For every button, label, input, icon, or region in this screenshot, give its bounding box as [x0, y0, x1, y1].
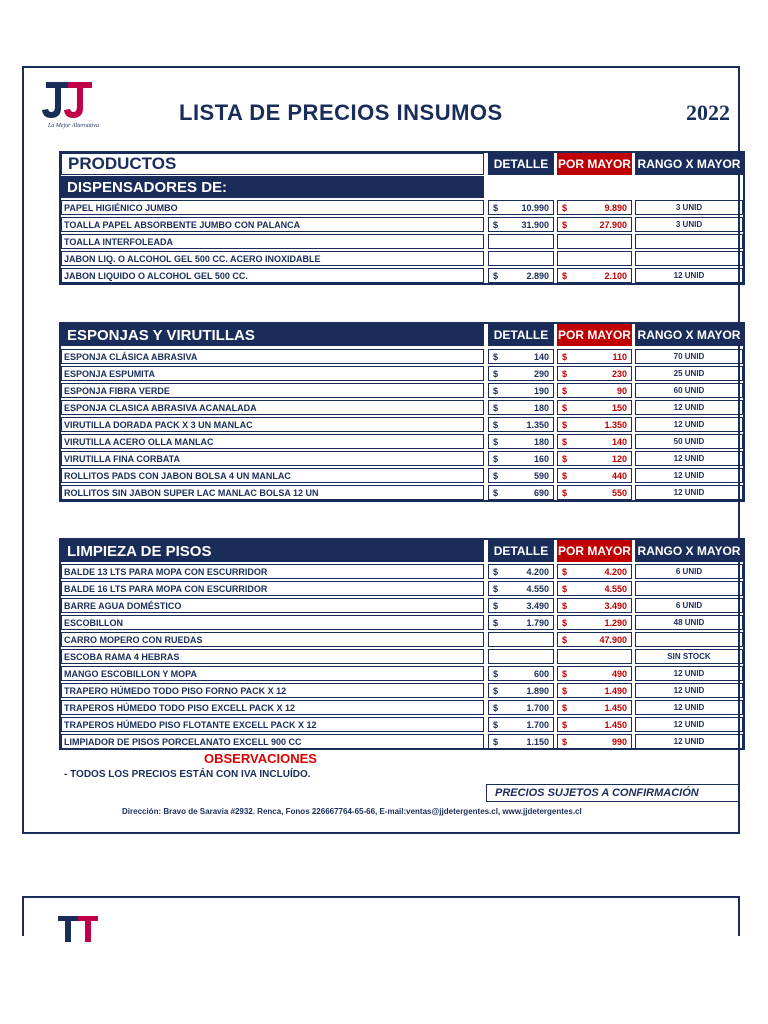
currency-symbol: $	[493, 736, 499, 747]
detalle-price	[488, 268, 554, 283]
disclaimer: PRECIOS SUJETOS A CONFIRMACIÓN	[486, 784, 740, 802]
currency-symbol: $	[562, 202, 568, 213]
rango-value: 12 UNID	[635, 268, 743, 283]
currency-symbol: $	[493, 385, 499, 396]
detalle-price	[488, 417, 554, 432]
col-detalle: DETALLE	[488, 540, 554, 562]
rango-value: 70 UNID	[635, 349, 743, 364]
mayor-value: 4.200	[604, 566, 627, 577]
page-title: LISTA DE PRECIOS INSUMOS	[179, 100, 503, 125]
table-row	[61, 400, 743, 417]
year: 2022	[686, 100, 730, 125]
mayor-value: 1.350	[604, 419, 627, 430]
mayor-value: 440	[611, 470, 627, 481]
currency-symbol: $	[562, 634, 568, 645]
currency-symbol: $	[562, 702, 568, 713]
product-name: VIRUTILLA ACERO OLLA MANLAC	[61, 434, 484, 449]
currency-symbol: $	[493, 453, 499, 464]
table-row	[61, 615, 743, 632]
mayor-price	[557, 485, 632, 500]
detalle-price	[488, 434, 554, 449]
mayor-value: 490	[611, 668, 627, 679]
product-name: ESPONJA CLASICA ABRASIVA ACANALADA	[61, 400, 484, 415]
currency-symbol: $	[562, 219, 568, 230]
rango-value	[635, 581, 743, 596]
mayor-price	[557, 451, 632, 466]
currency-symbol: $	[493, 419, 499, 430]
product-name: ESCOBA RAMA 4 HEBRAS	[61, 649, 484, 664]
col-rango: RANGO X MAYOR	[635, 540, 743, 562]
rango-value: 12 UNID	[635, 734, 743, 749]
mayor-price	[557, 564, 632, 579]
detalle-price	[488, 485, 554, 500]
mayor-value: 47.900	[599, 634, 627, 645]
col-rango: RANGO X MAYOR	[635, 324, 743, 346]
col-por-mayor: POR MAYOR	[557, 153, 632, 175]
mayor-value: 150	[611, 402, 627, 413]
table-row	[61, 349, 743, 366]
jj-logo	[52, 912, 112, 942]
table-row	[61, 564, 743, 581]
currency-symbol: $	[493, 436, 499, 447]
currency-symbol: $	[493, 668, 499, 679]
product-name: ESPONJA ESPUMITA	[61, 366, 484, 381]
rango-value	[635, 234, 743, 249]
mayor-price	[557, 615, 632, 630]
currency-symbol: $	[562, 351, 568, 362]
section-dispensadores	[59, 151, 745, 285]
jj-logo	[34, 74, 104, 129]
currency-symbol: $	[562, 617, 568, 628]
rango-value: 6 UNID	[635, 598, 743, 613]
detalle-value: 3.490	[526, 600, 549, 611]
currency-symbol: $	[562, 685, 568, 696]
observations-title: OBSERVACIONES	[204, 751, 317, 766]
table-row	[61, 683, 743, 700]
mayor-value: 140	[611, 436, 627, 447]
product-name: LIMPIADOR DE PISOS PORCELANATO EXCELL 900 CC	[61, 734, 484, 749]
detalle-price	[488, 400, 554, 415]
mayor-value: 1.490	[604, 685, 627, 696]
detalle-value: 1.700	[526, 702, 549, 713]
mayor-price	[557, 366, 632, 381]
detalle-value: 2.890	[526, 270, 549, 281]
detalle-value: 31.900	[521, 219, 549, 230]
currency-symbol: $	[493, 368, 499, 379]
mayor-price	[557, 683, 632, 698]
rango-value: 3 UNID	[635, 200, 743, 215]
detalle-value: 180	[533, 402, 549, 413]
rango-value	[635, 251, 743, 266]
product-name: TRAPEROS HÚMEDO PISO FLOTANTE EXCELL PACK X 12	[61, 717, 484, 732]
detalle-value: 1.890	[526, 685, 549, 696]
currency-symbol: $	[493, 583, 499, 594]
currency-symbol: $	[562, 436, 568, 447]
mayor-value: 990	[611, 736, 627, 747]
currency-symbol: $	[562, 270, 568, 281]
section-title: ESPONJAS Y VIRUTILLAS	[61, 324, 484, 346]
product-name: TRAPERO HÚMEDO TODO PISO FORNO PACK X 12	[61, 683, 484, 698]
mayor-price	[557, 251, 632, 266]
mayor-value: 27.900	[599, 219, 627, 230]
currency-symbol: $	[562, 736, 568, 747]
table-row	[61, 366, 743, 383]
table-row	[61, 417, 743, 434]
product-name: CARRO MOPERO CON RUEDAS	[61, 632, 484, 647]
currency-symbol: $	[493, 402, 499, 413]
col-detalle: DETALLE	[488, 153, 554, 175]
table-row	[61, 717, 743, 734]
price-list-page	[22, 66, 740, 834]
detalle-value: 1.150	[526, 736, 549, 747]
currency-symbol: $	[493, 219, 499, 230]
detalle-price	[488, 383, 554, 398]
currency-symbol: $	[493, 566, 499, 577]
rango-value: 12 UNID	[635, 400, 743, 415]
detalle-value: 140	[533, 351, 549, 362]
rango-value: 48 UNID	[635, 615, 743, 630]
detalle-price	[488, 649, 554, 664]
table-row	[61, 251, 743, 268]
table-row	[61, 666, 743, 683]
mayor-price	[557, 434, 632, 449]
detalle-value: 160	[533, 453, 549, 464]
mayor-value: 550	[611, 487, 627, 498]
table-row	[61, 581, 743, 598]
rango-value: 12 UNID	[635, 717, 743, 732]
table-row	[61, 268, 743, 285]
product-name: TRAPEROS HÚMEDO TODO PISO EXCELL PACK X 12	[61, 700, 484, 715]
detalle-value: 4.550	[526, 583, 549, 594]
mayor-price	[557, 383, 632, 398]
rango-value: 6 UNID	[635, 564, 743, 579]
currency-symbol: $	[493, 470, 499, 481]
currency-symbol: $	[562, 583, 568, 594]
mayor-value: 3.490	[604, 600, 627, 611]
product-name: ESPONJA CLÁSICA ABRASIVA	[61, 349, 484, 364]
product-name: TOALLA INTERFOLEADA	[61, 234, 484, 249]
mayor-value: 110	[612, 351, 627, 362]
detalle-price	[488, 581, 554, 596]
product-name: VIRUTILLA FINA CORBATA	[61, 451, 484, 466]
col-rango: RANGO X MAYOR	[635, 153, 743, 175]
mayor-price	[557, 717, 632, 732]
rango-value: 12 UNID	[635, 485, 743, 500]
currency-symbol: $	[562, 719, 568, 730]
detalle-price	[488, 615, 554, 630]
currency-symbol: $	[493, 702, 499, 713]
mayor-value: 1.450	[604, 702, 627, 713]
detalle-value: 4.200	[526, 566, 549, 577]
product-name: JABON LIQ. O ALCOHOL GEL 500 CC. ACERO INOXIDABLE	[61, 251, 484, 266]
currency-symbol: $	[562, 453, 568, 464]
detalle-price	[488, 366, 554, 381]
col-por-mayor: POR MAYOR	[557, 324, 632, 346]
col-detalle: DETALLE	[488, 324, 554, 346]
mayor-price	[557, 666, 632, 681]
detalle-value: 190	[533, 385, 549, 396]
rango-value: 12 UNID	[635, 451, 743, 466]
currency-symbol: $	[562, 368, 568, 379]
product-name: VIRUTILLA DORADA PACK X 3 UN MANLAC	[61, 417, 484, 432]
next-page-preview	[22, 896, 740, 936]
detalle-price	[488, 683, 554, 698]
currency-symbol: $	[562, 566, 568, 577]
product-name: ESCOBILLON	[61, 615, 484, 630]
detalle-value: 1.700	[526, 719, 549, 730]
product-name: BALDE 16 LTS PARA MOPA CON ESCURRIDOR	[61, 581, 484, 596]
detalle-price	[488, 451, 554, 466]
mayor-price	[557, 598, 632, 613]
table-row	[61, 383, 743, 400]
mayor-price	[557, 349, 632, 364]
mayor-price	[557, 632, 632, 647]
detalle-price	[488, 349, 554, 364]
detalle-price	[488, 700, 554, 715]
section-esponjas	[59, 322, 745, 502]
observations-note: - TODOS LOS PRECIOS ESTÁN CON IVA INCLUÍDO.	[64, 769, 311, 780]
table-row	[61, 217, 743, 234]
rango-value: 12 UNID	[635, 700, 743, 715]
mayor-price	[557, 200, 632, 215]
currency-symbol: $	[562, 668, 568, 679]
detalle-value: 290	[533, 368, 549, 379]
detalle-price	[488, 251, 554, 266]
detalle-price	[488, 217, 554, 232]
mayor-value: 230	[611, 368, 627, 379]
detalle-price	[488, 200, 554, 215]
rango-value: 12 UNID	[635, 683, 743, 698]
mayor-value: 2.100	[604, 270, 627, 281]
currency-symbol: $	[493, 719, 499, 730]
detalle-value: 180	[533, 436, 549, 447]
currency-symbol: $	[493, 600, 499, 611]
section-limpieza-pisos	[59, 538, 745, 750]
col-por-mayor: POR MAYOR	[557, 540, 632, 562]
rango-value	[635, 632, 743, 647]
currency-symbol: $	[562, 470, 568, 481]
product-name: TOALLA PAPEL ABSORBENTE JUMBO CON PALANCA	[61, 217, 484, 232]
detalle-price	[488, 717, 554, 732]
table-row	[61, 485, 743, 502]
currency-symbol: $	[493, 351, 499, 362]
currency-symbol: $	[562, 600, 568, 611]
table-row	[61, 200, 743, 217]
mayor-price	[557, 581, 632, 596]
mayor-value: 120	[611, 453, 627, 464]
rango-value: 50 UNID	[635, 434, 743, 449]
mayor-value: 9.890	[604, 202, 627, 213]
mayor-value: 90	[616, 385, 627, 396]
detalle-value: 690	[533, 487, 549, 498]
detalle-price	[488, 632, 554, 647]
product-name: BARRE AGUA DOMÉSTICO	[61, 598, 484, 613]
mayor-price	[557, 700, 632, 715]
mayor-price	[557, 468, 632, 483]
currency-symbol: $	[493, 270, 499, 281]
detalle-value: 590	[533, 470, 549, 481]
mayor-value: 1.450	[604, 719, 627, 730]
rango-value: SIN STOCK	[635, 649, 743, 664]
mayor-price	[557, 217, 632, 232]
mayor-price	[557, 268, 632, 283]
product-name: ROLLITOS SIN JABON SUPER LAC MANLAC BOLSA 12 UN	[61, 485, 484, 500]
product-name: PAPEL HIGIÉNICO JUMBO	[61, 200, 484, 215]
detalle-price	[488, 734, 554, 749]
rango-value: 12 UNID	[635, 666, 743, 681]
rango-value: 25 UNID	[635, 366, 743, 381]
table-row	[61, 434, 743, 451]
mayor-price	[557, 734, 632, 749]
mayor-value: 1.290	[604, 617, 627, 628]
mayor-price	[557, 417, 632, 432]
rango-value: 12 UNID	[635, 417, 743, 432]
table-row	[61, 649, 743, 666]
section-title: PRODUCTOS	[61, 153, 484, 175]
detalle-value: 1.350	[526, 419, 549, 430]
table-row	[61, 451, 743, 468]
detalle-value: 1.790	[526, 617, 549, 628]
rango-value: 12 UNID	[635, 468, 743, 483]
table-row	[61, 598, 743, 615]
mayor-value: 4.550	[604, 583, 627, 594]
address-line: Dirección: Bravo de Saravia #2932. Renca, Fonos 226667764-65-66, E-mail:ventas@jjdetergentes.cl, www.jjdetergentes.cl	[122, 807, 582, 816]
table-row	[61, 700, 743, 717]
mayor-price	[557, 649, 632, 664]
table-row	[61, 632, 743, 649]
section-subtitle: DISPENSADORES DE:	[61, 176, 484, 198]
currency-symbol: $	[562, 385, 568, 396]
logo-tagline: La Mejor Alternativa	[48, 123, 99, 129]
rango-value: 3 UNID	[635, 217, 743, 232]
table-row	[61, 468, 743, 485]
table-row	[61, 734, 743, 751]
currency-symbol: $	[493, 617, 499, 628]
currency-symbol: $	[562, 419, 568, 430]
currency-symbol: $	[493, 487, 499, 498]
currency-symbol: $	[493, 202, 499, 213]
product-name: ESPONJA FIBRA VERDE	[61, 383, 484, 398]
rango-value: 60 UNID	[635, 383, 743, 398]
detalle-price	[488, 598, 554, 613]
product-name: BALDE 13 LTS PARA MOPA CON ESCURRIDOR	[61, 564, 484, 579]
currency-symbol: $	[493, 685, 499, 696]
product-name: ROLLITOS PADS CON JABON BOLSA 4 UN MANLAC	[61, 468, 484, 483]
section-title: LIMPIEZA DE PISOS	[61, 540, 484, 562]
mayor-price	[557, 400, 632, 415]
detalle-value: 10.990	[521, 202, 549, 213]
mayor-price	[557, 234, 632, 249]
detalle-value: 600	[533, 668, 549, 679]
currency-symbol: $	[562, 487, 568, 498]
detalle-price	[488, 234, 554, 249]
detalle-price	[488, 468, 554, 483]
product-name: MANGO ESCOBILLON Y MOPA	[61, 666, 484, 681]
table-row	[61, 234, 743, 251]
detalle-price	[488, 564, 554, 579]
currency-symbol: $	[562, 402, 568, 413]
product-name: JABON LIQUIDO O ALCOHOL GEL 500 CC.	[61, 268, 484, 283]
detalle-price	[488, 666, 554, 681]
